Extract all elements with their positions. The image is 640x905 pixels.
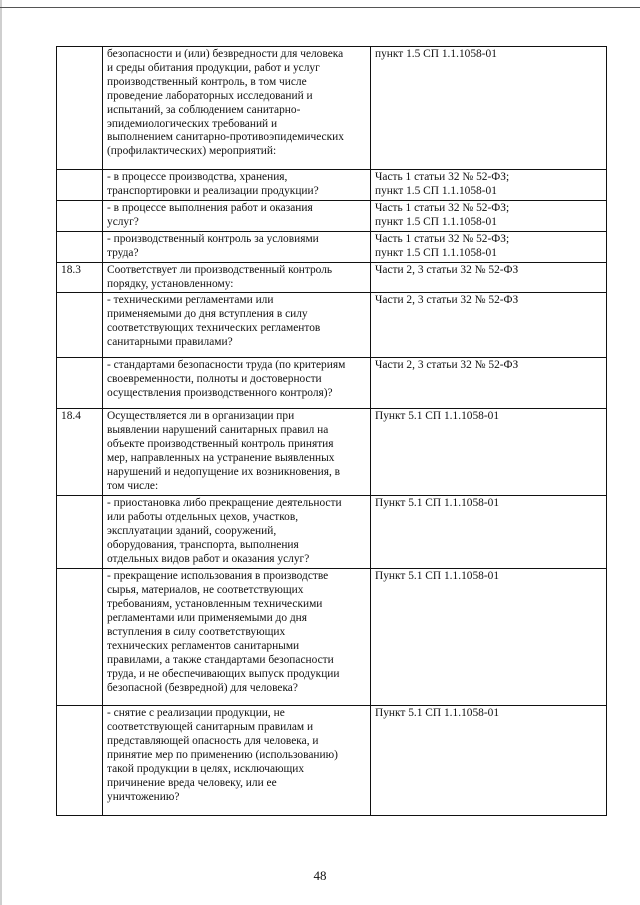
table-row — [57, 358, 607, 409]
item-number-cell — [57, 170, 103, 201]
requirement-cell: Осуществляется ли в организации при выявлении нарушений санитарных правил на объекте производственный контроль принятия мер, направленных на устранение выявленных нарушений и недопущение их возникновения, в том числе: — [103, 409, 371, 496]
item-number-cell — [57, 496, 103, 569]
item-number-cell — [57, 231, 103, 262]
table-row — [57, 200, 607, 231]
item-number-cell — [57, 200, 103, 231]
requirement-cell: Соответствует ли производственный контроль порядку, установленному: — [103, 262, 371, 293]
requirement-cell: - прекращение использования в производстве сырья, материалов, не соответствующих требованиям, установленным техническими регламентами или применяемыми до дня вступления в силу соответствующих технических регламентов санитарными правилами, а также стандартами безопасности труда, и не обеспечивающих выпуск продукции безопасной (безвредной) для человека? — [103, 569, 371, 706]
requirement-cell: - стандартами безопасности труда (по критериям своевременности, полноты и достоверности осуществления производственного контроля)? — [103, 358, 371, 409]
checklist-body — [57, 47, 607, 816]
table-row — [57, 293, 607, 358]
item-number-cell — [57, 569, 103, 706]
reference-cell: пункт 1.5 СП 1.1.1058-01 — [371, 47, 607, 170]
table-row — [57, 47, 607, 170]
table-row — [57, 409, 607, 496]
reference-cell: Часть 1 статьи 32 № 52-ФЗ; пункт 1.5 СП 1.1.1058-01 — [371, 200, 607, 231]
requirement-cell: - в процессе выполнения работ и оказания услуг? — [103, 200, 371, 231]
item-number-cell — [57, 293, 103, 358]
reference-cell: Части 2, 3 статьи 32 № 52-ФЗ — [371, 262, 607, 293]
reference-cell: Пункт 5.1 СП 1.1.1058-01 — [371, 496, 607, 569]
table-row — [57, 569, 607, 706]
requirement-cell: - приостановка либо прекращение деятельности или работы отдельных цехов, участков, эксплуатации зданий, сооружений, оборудования, транспорта, выполнения отдельных видов работ и оказания услуг? — [103, 496, 371, 569]
table-row — [57, 231, 607, 262]
table-row — [57, 170, 607, 201]
requirement-cell: - техническими регламентами или применяемыми до дня вступления в силу соответствующих технических регламентов санитарными правилами? — [103, 293, 371, 358]
checklist-table — [56, 46, 607, 816]
table-row — [57, 496, 607, 569]
requirement-cell: безопасности и (или) безвредности для человека и среды обитания продукции, работ и услуг производственный контроль, в том числе проведение лабораторных исследований и испытаний, за соблюдением санитарно- эпидемиологических требований и выполнением санитарно-противоэпидемических (профилактических) мероприятий: — [103, 47, 371, 170]
item-number-cell — [57, 47, 103, 170]
reference-cell: Часть 1 статьи 32 № 52-ФЗ; пункт 1.5 СП 1.1.1058-01 — [371, 170, 607, 201]
requirement-cell: - снятие с реализации продукции, не соответствующей санитарным правилам и представляющей опасность для человека, и принятие мер по применению (использованию) такой продукции в целях, исключающих причинение вреда человеку, или ее уничтожению? — [103, 706, 371, 816]
top-rule — [0, 7, 640, 8]
reference-cell: Часть 1 статьи 32 № 52-ФЗ; пункт 1.5 СП 1.1.1058-01 — [371, 231, 607, 262]
scan-left-edge — [0, 0, 2, 905]
table-row — [57, 706, 607, 816]
table-row — [57, 262, 607, 293]
reference-cell: Пункт 5.1 СП 1.1.1058-01 — [371, 569, 607, 706]
requirement-cell: - производственный контроль за условиями труда? — [103, 231, 371, 262]
requirement-cell: - в процессе производства, хранения, транспортировки и реализации продукции? — [103, 170, 371, 201]
item-number-cell: 18.4 — [57, 409, 103, 496]
page-number: 48 — [313, 868, 327, 883]
reference-cell: Пункт 5.1 СП 1.1.1058-01 — [371, 409, 607, 496]
reference-cell: Пункт 5.1 СП 1.1.1058-01 — [371, 706, 607, 816]
item-number-cell: 18.3 — [57, 262, 103, 293]
item-number-cell — [57, 358, 103, 409]
item-number-cell — [57, 706, 103, 816]
reference-cell: Части 2, 3 статьи 32 № 52-ФЗ — [371, 358, 607, 409]
reference-cell: Части 2, 3 статьи 32 № 52-ФЗ — [371, 293, 607, 358]
